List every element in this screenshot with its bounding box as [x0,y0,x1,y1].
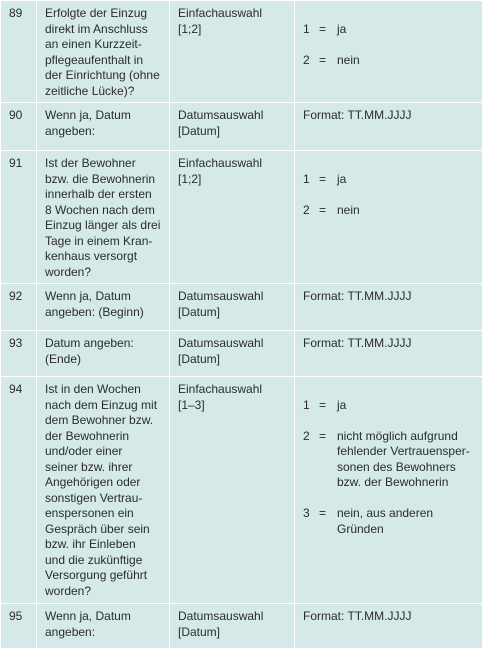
option-label: nein [337,53,474,69]
answer-type: Einfachauswahl [1;2] [170,1,295,103]
answer-options [295,151,482,284]
answer-type: Datumsauswahl [Datum] [170,604,295,649]
question-text: Erfolgte der Einzug direkt im Anschluss an einen Kurzzeit- pflegeaufenthalt in der Einrichtung (ohne zeitliche Lücke)? [37,1,170,103]
option-label: nein [337,203,474,219]
option-code: 2 [303,429,319,445]
option-equals: = [319,22,337,38]
question-text: Wenn ja, Datum angeben: (Beginn) [37,284,170,331]
item-number: 90 [1,103,37,151]
table-row [1,151,482,284]
option-code: 2 [303,53,319,69]
answer-format: Format: TT.MM.JJJJ [295,604,482,649]
table-row [1,331,482,377]
option-label: ja [337,172,474,188]
answer-format: Format: TT.MM.JJJJ [295,284,482,331]
item-number: 94 [1,377,37,604]
option-label: ja [337,398,474,414]
item-number: 92 [1,284,37,331]
table-row [1,604,482,649]
question-text: Wenn ja, Datum angeben: [37,604,170,649]
item-number: 95 [1,604,37,649]
option-label: nicht möglich aufgrund fehlender Vertrauensper- sonen des Bewohners bzw. der Bewohnerin [337,429,474,491]
option-label: nein, aus anderen Gründen [337,506,474,537]
option [303,398,474,414]
option [303,203,474,219]
option-equals: = [319,429,337,445]
item-number: 93 [1,331,37,377]
answer-type: Datumsauswahl [Datum] [170,284,295,331]
option [303,22,474,38]
answer-format: Format: TT.MM.JJJJ [295,331,482,377]
question-text: Datum angeben: (Ende) [37,331,170,377]
option [303,506,474,537]
question-text: Ist der Bewohner bzw. die Bewohnerin innerhalb der ersten 8 Wochen nach dem Einzug länger als drei Tage in einem Kran- kenhaus versorgt worden? [37,151,170,284]
option-equals: = [319,398,337,414]
answer-type: Datumsauswahl [Datum] [170,103,295,151]
answer-options [295,1,482,103]
answer-type: Datumsauswahl [Datum] [170,331,295,377]
question-text: Ist in den Wochen nach dem Einzug mit dem Bewohner bzw. der Bewohnerin und/oder einer seiner bzw. ihrer Angehörigen oder sonstigen Vertrau- enspersonen ein Gespräch über sein bzw. ihr Einleben und die zukünftige Versorgung geführt worden? [37,377,170,604]
table-row [1,377,482,604]
answer-type: Einfachauswahl [1;2] [170,151,295,284]
table-row [1,1,482,103]
option [303,53,474,69]
item-number: 89 [1,1,37,103]
option-code: 1 [303,398,319,414]
option-equals: = [319,53,337,69]
answer-options [295,377,482,604]
option [303,429,474,491]
option-label: ja [337,22,474,38]
option-code: 2 [303,203,319,219]
option [303,172,474,188]
item-number: 91 [1,151,37,284]
answer-type: Einfachauswahl [1–3] [170,377,295,604]
question-text: Wenn ja, Datum angeben: [37,103,170,151]
option-code: 1 [303,172,319,188]
table-row [1,103,482,151]
option-equals: = [319,203,337,219]
table-row [1,284,482,331]
option-equals: = [319,506,337,522]
option-code: 1 [303,22,319,38]
option-equals: = [319,172,337,188]
option-code: 3 [303,506,319,522]
answer-format: Format: TT.MM.JJJJ [295,103,482,151]
